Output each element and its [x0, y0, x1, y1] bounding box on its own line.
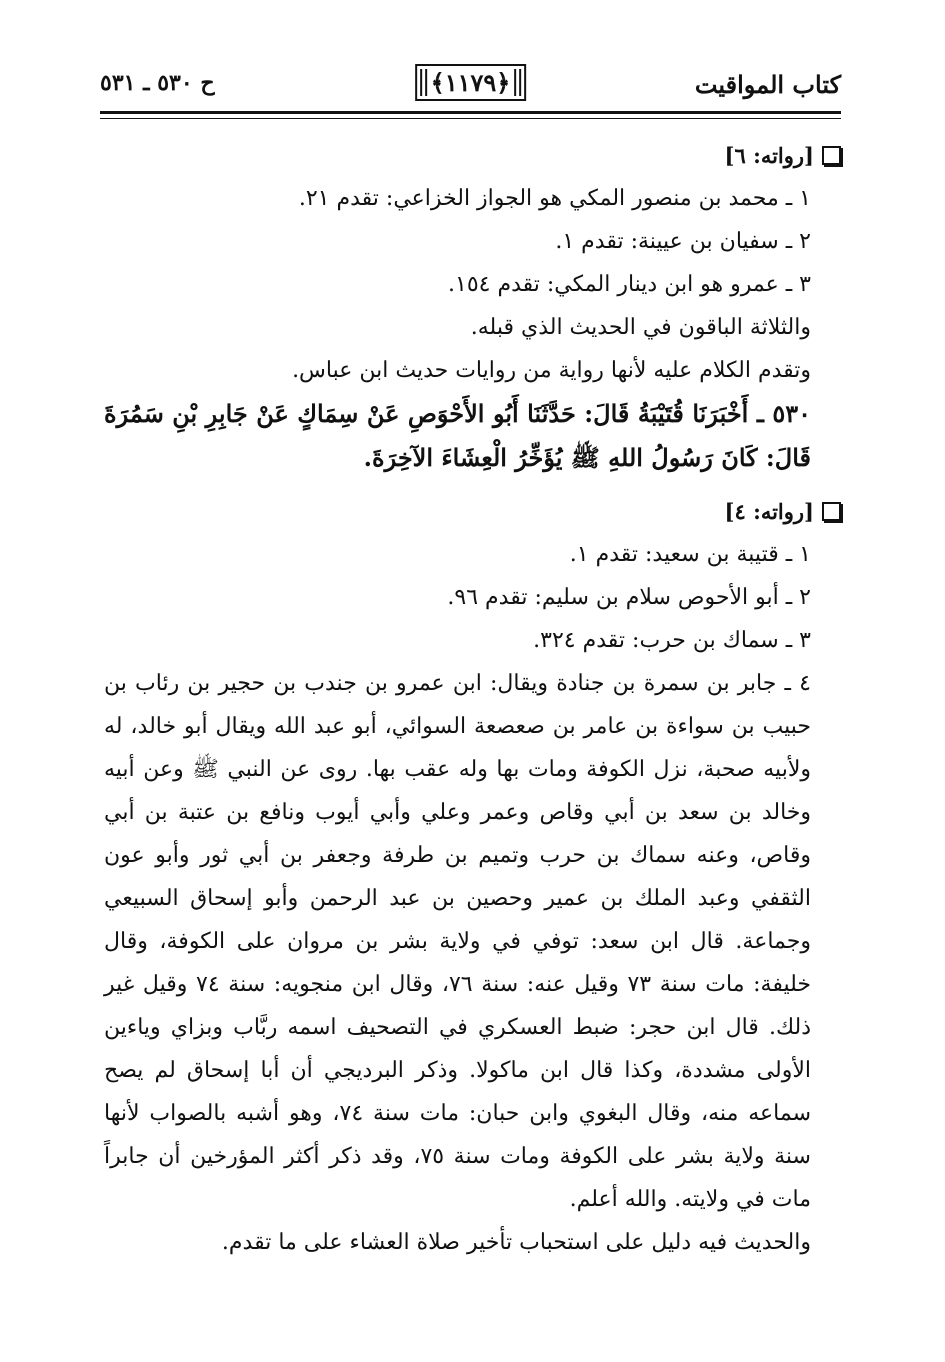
- narrator-entry: ١ ـ محمد بن منصور المكي هو الجواز الخزاعي: تقدم ٢١.: [298, 186, 811, 211]
- note-paragraph: وتقدم الكلام عليه لأنها رواية من روايات حديث ابن عباس.: [292, 358, 811, 383]
- section-heading-text: [رواته: ٦]: [724, 143, 814, 168]
- section-heading-text: [رواته: ٤]: [724, 499, 814, 524]
- running-header: [100, 64, 841, 112]
- narrator-entry: ٢ ـ سفيان بن عيينة: تقدم ١.: [555, 229, 811, 254]
- header-rule-thin: [100, 118, 841, 119]
- note-paragraph: والثلاثة الباقون في الحديث الذي قبله.: [470, 315, 811, 340]
- page-number: ﴿١١٧٩﴾: [415, 64, 527, 101]
- conclusion-paragraph: والحديث فيه دليل على استحباب تأخير صلاة العشاء على ما تقدم.: [221, 1230, 811, 1255]
- narrator-entry: ٣ ـ عمرو هو ابن دينار المكي: تقدم ١٥٤.: [448, 272, 811, 297]
- header-rule-thick: [100, 111, 841, 114]
- narrator-entry: ١ ـ قتيبة بن سعيد: تقدم ١.: [569, 542, 811, 567]
- narrator-entry: ٣ ـ سماك بن حرب: تقدم ٣٢٤.: [533, 628, 811, 653]
- book-title: كتاب المواقيت: [694, 70, 841, 99]
- page-body: [104, 134, 841, 1264]
- narrator-entry: ٢ ـ أبو الأحوص سلام بن سليم: تقدم ٩٦.: [447, 585, 811, 610]
- square-bullet-icon: [822, 146, 841, 165]
- square-bullet-icon: [822, 502, 841, 521]
- hadith-range: ح ٥٣٠ ـ ٥٣١: [100, 70, 215, 96]
- hadith-text: ٥٣٠ ـ أَخْبَرَنَا قُتَيْبَةُ قَالَ: حَدَّثَنَا أَبُو الأَحْوَصِ عَنْ سِمَاكٍ عَنْ جَابِرِ بْنِ سَمُرَةَ قَالَ: كَانَ رَسُولُ اللهِ ﷺ يُؤَخِّرُ الْعِشَاءَ الآخِرَةَ.: [104, 399, 811, 472]
- narrator-biography: ٤ ـ جابر بن سمرة بن جنادة ويقال: ابن عمرو بن جندب بن حجير بن رئاب بن حبيب بن سواءة بن عامر بن صعصعة السوائي، أبو عبد الله ويقال أبو خالد، له ولأبيه صحبة، نزل الكوفة ومات بها وله عقب بها. روى عن النبي ﷺ وعن أبيه وخالد بن سعد بن أبي وقاص وعمر وعلي وأبي أيوب ونافع بن عتبة بن أبي وقاص، وعنه سماك بن حرب وتميم بن طرفة وجعفر بن أبي ثور وأبو عون الثقفي وعبد الملك بن عمير وحصين بن عبد الرحمن وأبو إسحاق السبيعي وجماعة. قال ابن سعد: توفي في ولاية بشر بن مروان على الكوفة، وقال خليفة: مات سنة ٧٣ وقيل عنه: سنة ٧٦، وقال ابن منجويه: سنة ٧٤ وقيل غير ذلك. قال ابن حجر: ضبط العسكري في التصحيف اسمه ربَّاب وبزاي وياءين الأولى مشددة، وكذا قال ابن ماكولا. وذكر البرديجي أن أبا إسحاق لم يصح سماعه منه، وقال البغوي وابن حبان: مات سنة ٧٤، وهو أشبه بالصواب لأنها سنة ولاية بشر على الكوفة ومات سنة ٧٥، وقد ذكر أكثر المؤرخين أن جابراً مات في ولايته. والله أعلم.: [104, 671, 812, 1212]
- section-heading-narrators-2: [104, 490, 841, 533]
- section-heading-narrators-1: [104, 134, 841, 177]
